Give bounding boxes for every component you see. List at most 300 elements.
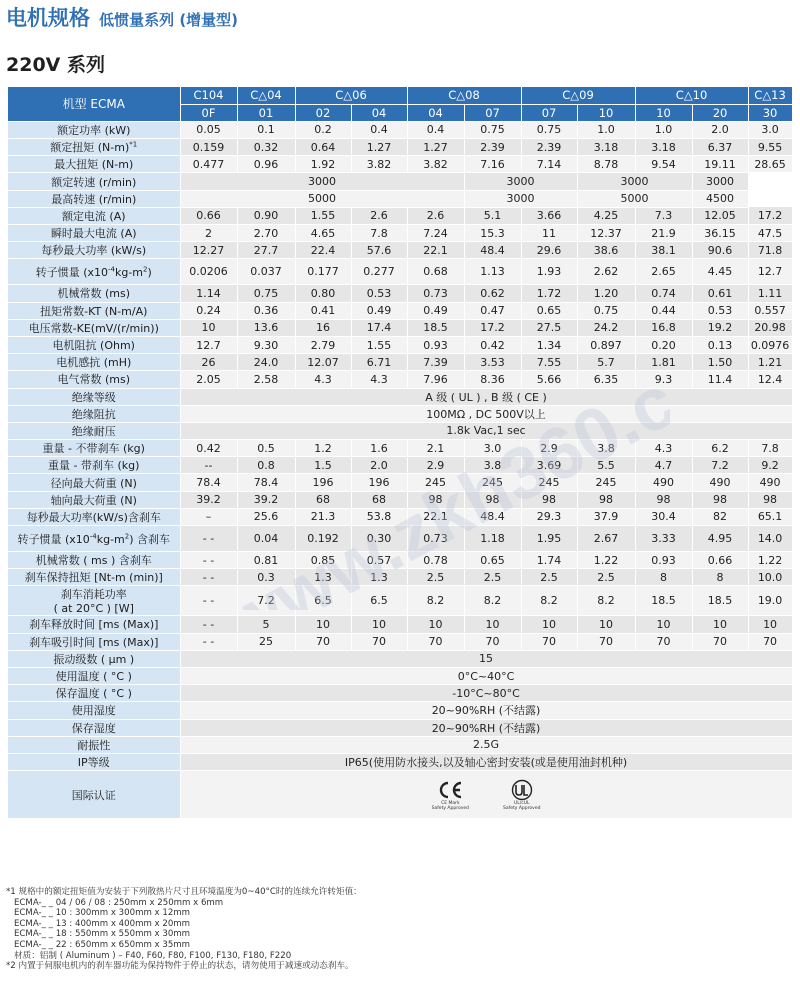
value-cell: 7.2	[692, 457, 748, 474]
value-cell: 24.2	[577, 319, 635, 336]
value-cell: 1.18	[464, 526, 521, 552]
header-frame-cell: C△10	[635, 87, 748, 104]
row-label-text: 每秒最大功率(kW/s)含刹车	[26, 510, 161, 524]
value-cell: 7.8	[351, 225, 407, 242]
spec-row	[8, 457, 792, 474]
value-cell: 0.90	[237, 207, 295, 224]
value-cell: 10	[407, 616, 464, 633]
value-cell: 20.98	[748, 319, 792, 336]
header-frame-cell: C104	[180, 87, 237, 104]
row-label-text: 转子惯量 (x10	[17, 532, 90, 546]
value-cell: 3.18	[577, 139, 635, 156]
value-cell: 9.2	[748, 457, 792, 474]
spec-row	[8, 586, 792, 616]
spec-row	[8, 685, 792, 702]
value-cell: 9.55	[748, 139, 792, 156]
value-cell: 2.39	[464, 139, 521, 156]
value-cell: 8.78	[577, 156, 635, 173]
value-cell: –	[180, 508, 237, 525]
value-cell: 47.5	[748, 225, 792, 242]
row-label	[8, 633, 180, 650]
value-cell: 17.2	[464, 319, 521, 336]
value-cell: 2.58	[237, 371, 295, 388]
value-cell: 0.2	[295, 121, 351, 138]
value-cell: 0.36	[237, 302, 295, 319]
row-label-text: 机械常数 (ms)	[57, 287, 131, 301]
value-cell: 5.1	[464, 207, 521, 224]
row-label-text: 重量 - 不带刹车 (kg)	[42, 442, 145, 456]
value-cell: 70	[748, 633, 792, 650]
value-cell: 0.1	[237, 121, 295, 138]
value-cell: 17.2	[748, 207, 792, 224]
row-label-text: 额定扭矩 (N-m)	[50, 141, 130, 155]
header-model-cell: 0F	[180, 104, 237, 121]
value-cell: 7.96	[407, 371, 464, 388]
row-label-text: 绝缘等级	[71, 390, 116, 404]
ul-mark-icon	[508, 779, 536, 801]
row-label	[8, 156, 180, 173]
value-cell: 0.3	[237, 569, 295, 586]
value-cell: 1.0	[635, 121, 692, 138]
label-exponent: 2	[143, 265, 148, 274]
row-label-text: 振动级数 ( μm )	[53, 652, 135, 666]
value-cell: 98	[407, 491, 464, 508]
label-suffix: )	[147, 265, 152, 279]
value-cell: 18.5	[692, 586, 748, 616]
page-title-block	[6, 2, 238, 32]
header-model-label: 机型 ECMA	[8, 87, 180, 121]
value-cell: 2	[180, 225, 237, 242]
row-label	[8, 685, 180, 702]
value-cell: 22.4	[295, 242, 351, 259]
value-cell: - -	[180, 586, 237, 616]
value-cell: 1.92	[295, 156, 351, 173]
value-cell: 68	[295, 491, 351, 508]
row-label	[8, 508, 180, 525]
value-cell: 0.75	[464, 121, 521, 138]
value-cell: 36.15	[692, 225, 748, 242]
value-cell: 3.8	[464, 457, 521, 474]
value-cell: 6.5	[295, 586, 351, 616]
value-cell: 10	[692, 616, 748, 633]
row-label	[8, 173, 180, 190]
certification-marks	[181, 779, 792, 811]
value-cell: 1.11	[748, 285, 792, 302]
value-cell: 0.13	[692, 336, 748, 353]
value-cell: 9.54	[635, 156, 692, 173]
spec-row	[8, 422, 792, 439]
spec-row	[8, 319, 792, 336]
spec-row	[8, 388, 792, 405]
value-cell: 1.34	[521, 336, 577, 353]
merged-value-cell: 3000	[577, 173, 692, 190]
value-cell: 1.95	[521, 526, 577, 552]
row-label-text: 机械常数 ( ms ) 含刹车	[35, 554, 152, 568]
spec-row	[8, 719, 792, 736]
row-label-text: 绝缘阻抗	[71, 407, 116, 421]
span-value-cell: 15	[180, 650, 792, 667]
value-cell: 0.62	[464, 285, 521, 302]
value-cell: - -	[180, 526, 237, 552]
value-cell: 0.47	[464, 302, 521, 319]
value-cell: 0.74	[635, 285, 692, 302]
header-model-cell: 07	[521, 104, 577, 121]
spec-row	[8, 508, 792, 525]
label-unit: kg-m	[114, 265, 144, 279]
value-cell: 0.44	[635, 302, 692, 319]
value-cell: 78.4	[237, 474, 295, 491]
value-cell: 0.93	[635, 552, 692, 569]
value-cell: 1.93	[521, 259, 577, 285]
value-cell: 8.36	[464, 371, 521, 388]
row-label-text: 额定功率 (kW)	[57, 123, 131, 137]
row-label-text: 径向最大荷重 (N)	[50, 476, 137, 490]
row-label-text: 耐振性	[77, 738, 111, 752]
value-cell: 2.67	[577, 526, 635, 552]
footnote-line: ECMA-_ _ 18 : 550mm x 550mm x 30mm	[14, 929, 191, 940]
row-label	[8, 405, 180, 422]
value-cell: 98	[464, 491, 521, 508]
merged-value-cell: 4500	[692, 190, 748, 207]
value-cell: 4.7	[635, 457, 692, 474]
row-label	[8, 526, 180, 552]
value-cell: 1.27	[407, 139, 464, 156]
row-label-text: 电机阻抗 (Ohm)	[52, 339, 135, 353]
row-label	[8, 771, 180, 819]
value-cell: 2.0	[692, 121, 748, 138]
spec-row	[8, 569, 792, 586]
row-label-text: 国际认证	[71, 788, 116, 802]
header-frame-cell: C△13	[748, 87, 792, 104]
value-cell: 8.2	[577, 586, 635, 616]
header-frame-cell: C△09	[521, 87, 635, 104]
row-label	[8, 319, 180, 336]
value-cell: 6.71	[351, 354, 407, 371]
header-frame-cell: C△06	[295, 87, 407, 104]
value-cell: 37.9	[577, 508, 635, 525]
value-cell: 2.0	[351, 457, 407, 474]
value-cell: 490	[748, 474, 792, 491]
value-cell: 19.11	[692, 156, 748, 173]
value-cell: 0.81	[237, 552, 295, 569]
value-cell: 2.05	[180, 371, 237, 388]
value-cell: 71.8	[748, 242, 792, 259]
header-frame-cell: C△08	[407, 87, 521, 104]
spec-row	[8, 259, 792, 285]
value-cell: 10	[295, 616, 351, 633]
spec-row	[8, 650, 792, 667]
spec-row	[8, 753, 792, 770]
value-cell: 10	[180, 319, 237, 336]
value-cell: 0.32	[237, 139, 295, 156]
row-label-text: IP等级	[77, 755, 110, 769]
certification-mark	[503, 779, 540, 811]
value-cell: 0.0206	[180, 259, 237, 285]
value-cell: 7.39	[407, 354, 464, 371]
spec-table	[8, 87, 793, 819]
value-cell: - -	[180, 552, 237, 569]
value-cell: 0.96	[237, 156, 295, 173]
value-cell: 5.7	[577, 354, 635, 371]
merged-value-cell: 5000	[180, 190, 464, 207]
value-cell: 29.3	[521, 508, 577, 525]
value-cell: 27.7	[237, 242, 295, 259]
value-cell: 12.4	[748, 371, 792, 388]
value-cell: 490	[635, 474, 692, 491]
value-cell: 3.8	[577, 440, 635, 457]
value-cell: 17.4	[351, 319, 407, 336]
footnote-line: 材质：铝制 ( Aluminum ) – F40, F60, F80, F100, F130, F180, F220	[14, 950, 292, 961]
value-cell: 9.3	[635, 371, 692, 388]
value-cell: 0.04	[237, 526, 295, 552]
row-label-text: 最高转速 (r/min)	[51, 192, 137, 206]
value-cell: 10	[577, 616, 635, 633]
value-cell: 1.21	[748, 354, 792, 371]
value-cell: 28.65	[748, 156, 792, 173]
value-cell: 21.3	[295, 508, 351, 525]
value-cell: 10	[464, 616, 521, 633]
value-cell: 39.2	[180, 491, 237, 508]
value-cell: 0.42	[180, 440, 237, 457]
row-label	[8, 388, 180, 405]
label-unit: kg-m	[96, 532, 125, 546]
row-label	[8, 190, 180, 207]
value-cell: 70	[407, 633, 464, 650]
cert-caption: CE Mark	[441, 800, 460, 806]
value-cell: 4.65	[295, 225, 351, 242]
value-cell: 70	[521, 633, 577, 650]
footnote-line: ECMA-_ _ 22 : 650mm x 650mm x 35mm	[14, 939, 191, 950]
value-cell: 48.4	[464, 242, 521, 259]
label-exponent: -4	[108, 265, 115, 274]
label-exponent: 2	[124, 531, 130, 540]
row-label	[8, 702, 180, 719]
value-cell: 12.05	[692, 207, 748, 224]
value-cell: 38.1	[635, 242, 692, 259]
span-value-cell: 1.8k Vac,1 sec	[180, 422, 792, 439]
value-cell: 1.2	[295, 440, 351, 457]
value-cell: 0.24	[180, 302, 237, 319]
value-cell: 3.66	[521, 207, 577, 224]
value-cell: - -	[180, 633, 237, 650]
value-cell: 70	[464, 633, 521, 650]
value-cell: 4.3	[295, 371, 351, 388]
spec-row	[8, 190, 792, 207]
row-label	[8, 753, 180, 770]
value-cell: 2.1	[407, 440, 464, 457]
value-cell: 11	[521, 225, 577, 242]
value-cell: 6.37	[692, 139, 748, 156]
value-cell: 4.3	[351, 371, 407, 388]
value-cell: 2.9	[521, 440, 577, 457]
header-model-cell: 10	[577, 104, 635, 121]
ce-mark-icon	[436, 779, 464, 801]
row-label	[8, 586, 180, 616]
value-cell: 3.0	[748, 121, 792, 138]
value-cell: 8.2	[521, 586, 577, 616]
value-cell: 2.5	[407, 569, 464, 586]
value-cell: 1.22	[577, 552, 635, 569]
value-cell: 7.2	[237, 586, 295, 616]
value-cell: 1.55	[295, 207, 351, 224]
value-cell: 3.82	[407, 156, 464, 173]
row-label-text: 转子惯量 (x10	[35, 265, 108, 279]
value-cell: 0.4	[407, 121, 464, 138]
value-cell: 2.62	[577, 259, 635, 285]
value-cell: 245	[464, 474, 521, 491]
value-cell: 490	[692, 474, 748, 491]
value-cell: 0.8	[237, 457, 295, 474]
header-row-frame	[8, 87, 792, 104]
spec-row	[8, 440, 792, 457]
row-label	[8, 736, 180, 753]
value-cell: 1.22	[748, 552, 792, 569]
row-label-text: 电压常数-KE(mV/(r/min))	[28, 321, 159, 335]
row-label	[8, 336, 180, 353]
value-cell: 9.30	[237, 336, 295, 353]
value-cell: 1.72	[521, 285, 577, 302]
value-cell: 0.75	[577, 302, 635, 319]
value-cell: 10.0	[748, 569, 792, 586]
value-cell: 21.9	[635, 225, 692, 242]
value-cell: 3.82	[351, 156, 407, 173]
spec-row	[8, 474, 792, 491]
value-cell: 5.5	[577, 457, 635, 474]
row-label-text: 最大扭矩 (N-m)	[54, 158, 134, 172]
value-cell: - -	[180, 616, 237, 633]
row-label-text: 保存湿度	[71, 721, 116, 735]
row-label	[8, 491, 180, 508]
row-label	[8, 225, 180, 242]
value-cell: 4.45	[692, 259, 748, 285]
row-label	[8, 616, 180, 633]
value-cell: 27.5	[521, 319, 577, 336]
merged-value-cell: 3000	[692, 173, 748, 190]
row-label	[8, 242, 180, 259]
value-cell: 70	[692, 633, 748, 650]
value-cell: 11.4	[692, 371, 748, 388]
row-label-text: 刹车吸引时间 [ms (Max)]	[29, 635, 159, 649]
value-cell: 1.6	[351, 440, 407, 457]
row-label	[8, 259, 180, 285]
row-label	[8, 139, 180, 156]
value-cell: 2.6	[351, 207, 407, 224]
value-cell: 0.61	[692, 285, 748, 302]
value-cell: 19.0	[748, 586, 792, 616]
value-cell: 6.5	[351, 586, 407, 616]
value-cell: 1.14	[180, 285, 237, 302]
value-cell: 12.07	[295, 354, 351, 371]
value-cell: 4.25	[577, 207, 635, 224]
row-label-text: 刹车释放时间 [ms (Max)]	[29, 618, 159, 632]
value-cell: 2.79	[295, 336, 351, 353]
value-cell: 2.39	[521, 139, 577, 156]
value-cell: 3.69	[521, 457, 577, 474]
value-cell: 30.4	[635, 508, 692, 525]
span-value-cell: A 级 ( UL ) , B 级 ( CE )	[180, 388, 792, 405]
row-label-text: 电机感抗 (mH)	[56, 356, 132, 370]
value-cell: 70	[635, 633, 692, 650]
page-subtitle: 低惯量系列 (增量型)	[99, 11, 239, 29]
value-cell: 8	[692, 569, 748, 586]
value-cell: 0.75	[237, 285, 295, 302]
value-cell: 1.13	[464, 259, 521, 285]
value-cell: 10	[351, 616, 407, 633]
cert-caption: UL/cUL	[513, 800, 530, 806]
value-cell: 53.8	[351, 508, 407, 525]
value-cell: 12.27	[180, 242, 237, 259]
value-cell: 5.66	[521, 371, 577, 388]
value-cell: 0.177	[295, 259, 351, 285]
value-cell: 90.6	[692, 242, 748, 259]
row-label	[8, 440, 180, 457]
value-cell: 1.3	[295, 569, 351, 586]
value-cell: 70	[295, 633, 351, 650]
merged-value-cell: 5000	[577, 190, 692, 207]
value-cell: 38.6	[577, 242, 635, 259]
header-model-cell: 20	[692, 104, 748, 121]
certification-cell	[180, 771, 792, 819]
value-cell: 8.2	[464, 586, 521, 616]
footnote-line: ECMA-_ _ 10 : 300mm x 300mm x 12mm	[14, 908, 191, 919]
value-cell: 24.0	[237, 354, 295, 371]
spec-row	[8, 616, 792, 633]
value-cell: 196	[351, 474, 407, 491]
value-cell: 16.8	[635, 319, 692, 336]
spec-row	[8, 633, 792, 650]
value-cell: 18.5	[635, 586, 692, 616]
value-cell: 0.477	[180, 156, 237, 173]
value-cell: 1.27	[351, 139, 407, 156]
value-cell: 0.53	[351, 285, 407, 302]
value-cell: 57.6	[351, 242, 407, 259]
value-cell: - -	[180, 569, 237, 586]
spec-row	[8, 405, 792, 422]
value-cell: 2.9	[407, 457, 464, 474]
value-cell: 7.16	[464, 156, 521, 173]
value-cell: 98	[748, 491, 792, 508]
row-label-text: 轴向最大荷重 (N)	[50, 493, 137, 507]
header-model-cell: 30	[748, 104, 792, 121]
value-cell: 98	[635, 491, 692, 508]
footnote-line: ECMA-_ _ 04 / 06 / 08 : 250mm x 250mm x 6mm	[14, 897, 224, 908]
row-label	[8, 667, 180, 684]
spec-row	[8, 207, 792, 224]
value-cell: 7.55	[521, 354, 577, 371]
page-title: 电机规格	[6, 6, 90, 30]
value-cell: 98	[577, 491, 635, 508]
value-cell: 10	[521, 616, 577, 633]
value-cell: 0.85	[295, 552, 351, 569]
value-cell: 2.5	[464, 569, 521, 586]
span-value-cell: 0°C~40°C	[180, 667, 792, 684]
value-cell: 8.2	[407, 586, 464, 616]
value-cell: 65.1	[748, 508, 792, 525]
value-cell: 68	[351, 491, 407, 508]
row-label	[8, 121, 180, 138]
footnote-marker: *1	[129, 140, 138, 149]
value-cell: 18.5	[407, 319, 464, 336]
row-label-text: 扭矩常数-KT (N-m/A)	[40, 304, 148, 318]
row-label	[8, 354, 180, 371]
row-label-text: 重量 - 带刹车 (kg)	[48, 459, 140, 473]
value-cell: 2.65	[635, 259, 692, 285]
spec-row	[8, 285, 792, 302]
row-label-text: 刹车消耗功率	[60, 588, 127, 602]
value-cell: 196	[295, 474, 351, 491]
value-cell: 0.78	[407, 552, 464, 569]
header-frame-cell: C△04	[237, 87, 295, 104]
